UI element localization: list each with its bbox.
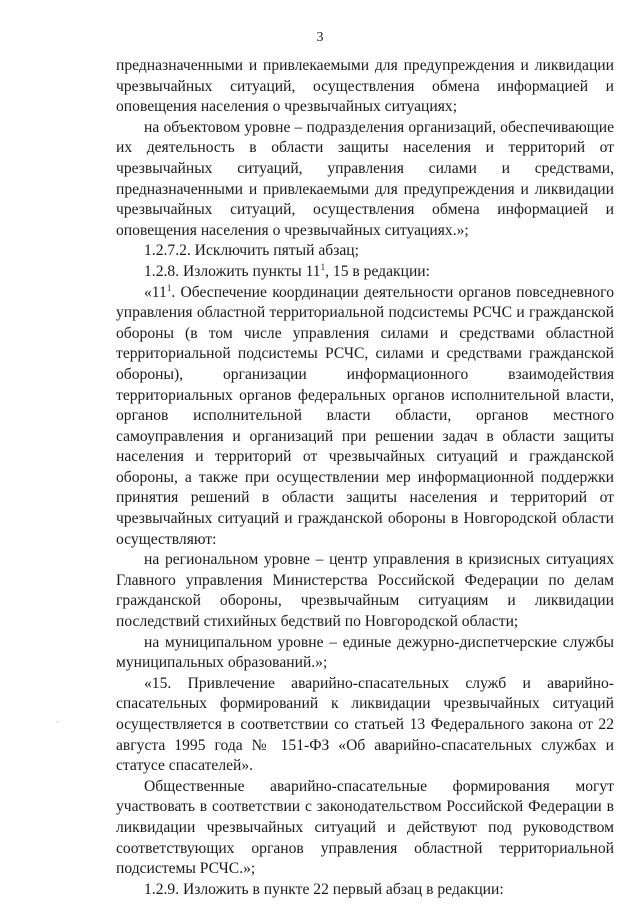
paragraph-object-level: на объектовом уровне – подразделения организаций, обеспечивающие их деятельность в области защиты населения и территорий от чрезвычайных ситуаций, управления силами и средствами, предназначенными и привлекаемыми для предупреждения и ликвидации чрезвычайных ситуаций, осуществления обмена информацией и оповещения населения о чрезвычайных ситуациях.»; bbox=[116, 118, 614, 239]
paragraph-regional-level: на региональном уровне – центр управления в кризисных ситуациях Главного управления Министерства Российской Федерации по делам гражданской обороны, чрезвычайным ситуациям и ликвидации последствий стихийных бедствий по Новгородской области; bbox=[116, 551, 614, 631]
paragraph-1-2-9: 1.2.9. Изложить в пункте 22 первый абзац в редакции: bbox=[144, 880, 504, 898]
paragraph-1-2-8 bbox=[116, 262, 614, 283]
superscript: 1 bbox=[320, 261, 326, 272]
document-body bbox=[116, 56, 614, 900]
paragraph-1-2-7-2: 1.2.7.2. Исключить пятый абзац; bbox=[144, 242, 359, 260]
paragraph-public-formations: Общественные аварийно-спасательные формирования могут участвовать в соответствии с законодательством Российской Федерации в ликвидации чрезвычайных ситуаций и действуют под руководством соответствующих органов управления областной территориальной подсистемы РСЧС.»; bbox=[116, 777, 614, 878]
paragraph-1-2-8-text-before: 1.2.8. Изложить пункты 11 bbox=[144, 262, 321, 280]
paragraph-1: предназначенными и привлекаемыми для предупреждения и ликвидации чрезвычайных ситуаций, осуществления обмена информацией и оповещения населения о чрезвычайных ситуациях; bbox=[116, 57, 614, 116]
margin-mark: - bbox=[56, 716, 59, 726]
paragraph-municipal-level: на муниципальном уровне – единые дежурно-диспетчерские службы муниципальных образований.»; bbox=[116, 633, 614, 672]
paragraph-1-2-8-text-after: , 15 в редакции: bbox=[325, 262, 430, 280]
paragraph-item-15: «15. Привлечение аварийно-спасательных служб и аварийно-спасательных формирований к ликвидации чрезвычайных ситуаций осуществляется в соответствии со статьей 13 Федерального закона от 22 августа 1995 года № 151-ФЗ «Об аварийно-спасательных службах и статусе спасателей». bbox=[116, 674, 614, 775]
paragraph-item-11-1 bbox=[116, 283, 614, 551]
item-11-1-text-before: «11 bbox=[144, 283, 167, 301]
page-number: 3 bbox=[316, 30, 324, 45]
superscript: 1 bbox=[166, 282, 172, 293]
item-11-1-text-after: . Обеспечение координации деятельности органов повседневного управления областной территориальной подсистемы РСЧС и гражданской обороны (в том числе управления силами и средствами областной территориальной подсистемы РСЧС, силами и средствами гражданской обороны), организации информационного взаимодействия территориальных органов федеральных органов исполнительной власти, органов исполнительной власти области, органов местного самоуправления и организаций при решении задач в области защиты населения и территорий от чрезвычайных ситуаций и гражданской обороны, а также при осуществлении мер информационной поддержки принятия решений в области защиты населения и территорий от чрезвычайных ситуаций и гражданской обороны в Новгородской области осуществляют: bbox=[116, 283, 614, 548]
